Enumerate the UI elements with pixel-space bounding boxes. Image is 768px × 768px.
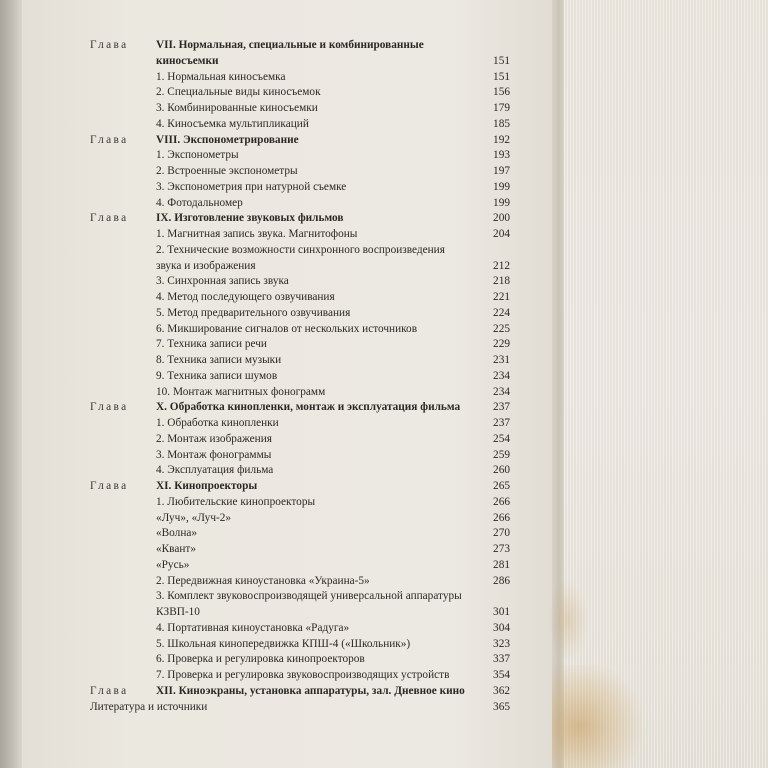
section-title: 5. Школьная кинопередвижка КПШ-4 («Школьник») bbox=[156, 637, 411, 650]
chapter-label: Глава bbox=[90, 39, 129, 51]
page-number: 337 bbox=[493, 653, 510, 666]
section-title: 4. Портативная киноустановка «Радуга» bbox=[156, 621, 350, 634]
page-number: 179 bbox=[493, 102, 510, 114]
literature-title: Литература и источники bbox=[90, 700, 208, 713]
page-number: 193 bbox=[493, 149, 510, 162]
section-row bbox=[156, 227, 510, 243]
section-title: 2. Специальные виды киносъемок bbox=[156, 86, 321, 99]
literature-row bbox=[90, 700, 510, 716]
section-title: 3. Экспонометрия при натурной съемке bbox=[156, 180, 347, 193]
section-row bbox=[156, 196, 510, 212]
section-title: 9. Техника записи шумов bbox=[156, 369, 278, 382]
section-row bbox=[156, 495, 510, 511]
chapter-title: XI. Кинопроекторы bbox=[156, 480, 258, 492]
section-title: 2. Монтаж изображения bbox=[156, 432, 272, 445]
section-title: 2. Встроенные экспонометры bbox=[156, 165, 298, 177]
section-title: 7. Техника записи речи bbox=[156, 338, 267, 351]
section-row bbox=[156, 117, 510, 133]
page-number: 365 bbox=[493, 700, 510, 713]
chapter-label: Глава bbox=[90, 133, 129, 146]
section-row bbox=[156, 432, 510, 448]
section-row bbox=[156, 85, 510, 101]
section-row bbox=[156, 621, 510, 637]
chapter-title: IX. Изготовление звуковых фильмов bbox=[156, 212, 344, 225]
book-cover bbox=[564, 0, 768, 768]
page-number: 192 bbox=[493, 133, 510, 146]
section-row bbox=[156, 306, 510, 322]
page-number: 200 bbox=[493, 212, 510, 225]
chapter-row bbox=[90, 479, 510, 495]
section-title: 1. Обработка кинопленки bbox=[156, 417, 279, 429]
section-row bbox=[156, 574, 510, 590]
page-number: 270 bbox=[493, 527, 510, 540]
page-number: 304 bbox=[493, 621, 510, 634]
section-row bbox=[156, 337, 510, 353]
section-row bbox=[156, 558, 510, 574]
section-row bbox=[156, 385, 510, 401]
page-number: 151 bbox=[493, 54, 510, 67]
page-number: 156 bbox=[493, 86, 510, 99]
section-title: 3. Синхронная запись звука bbox=[156, 275, 289, 288]
section-row bbox=[156, 101, 510, 117]
page-number: 237 bbox=[493, 417, 510, 429]
section-title: 2. Передвижная киноустановка «Украина-5» bbox=[156, 574, 370, 587]
page-number: 281 bbox=[493, 558, 510, 571]
page-number: 231 bbox=[493, 354, 510, 366]
chapter-title: VIII. Экспонометрирование bbox=[156, 133, 299, 146]
section-row bbox=[156, 652, 510, 668]
page-number: 224 bbox=[493, 306, 510, 319]
page-number: 265 bbox=[493, 480, 510, 492]
section-row bbox=[156, 353, 510, 369]
chapter-label: Глава bbox=[90, 401, 129, 414]
chapter-label: Глава bbox=[90, 684, 129, 697]
section-row bbox=[156, 589, 510, 621]
section-title: 1. Магнитная запись звука. Магнитофоны bbox=[156, 228, 358, 240]
page-number: 260 bbox=[493, 464, 510, 477]
table-of-contents bbox=[90, 38, 510, 715]
section-row bbox=[156, 369, 510, 385]
chapter-title: VII. Нормальная, специальные и комбинированные киносъемки bbox=[156, 39, 424, 67]
section-title: 10. Монтаж магнитных фонограмм bbox=[156, 385, 326, 398]
section-title: 1. Экспонометры bbox=[156, 149, 239, 162]
section-title: 7. Проверка и регулировка звуковоспроизводящих устройств bbox=[156, 669, 450, 681]
section-title: 4. Фотодальномер bbox=[156, 196, 243, 209]
stain-mark bbox=[548, 580, 588, 660]
section-row bbox=[156, 416, 510, 432]
section-row bbox=[156, 243, 510, 275]
page-number: 199 bbox=[493, 196, 510, 209]
section-row bbox=[156, 526, 510, 542]
chapter-row bbox=[90, 38, 510, 70]
section-title: «Волна» bbox=[156, 527, 198, 540]
page-number: 204 bbox=[493, 228, 510, 240]
section-title: 3. Монтаж фонограммы bbox=[156, 448, 272, 461]
chapter-row bbox=[90, 400, 510, 416]
section-row bbox=[156, 70, 510, 86]
page-number: 323 bbox=[493, 637, 510, 650]
section-title: 1. Нормальная киносъемка bbox=[156, 70, 286, 83]
section-title: 4. Эксплуатация фильма bbox=[156, 464, 274, 477]
page-number: 234 bbox=[493, 385, 510, 398]
section-title: 6. Проверка и регулировка кинопроекторов bbox=[156, 653, 365, 666]
page-number: 197 bbox=[493, 165, 510, 177]
book-left-edge bbox=[0, 0, 22, 768]
page-number: 225 bbox=[493, 322, 510, 335]
page-number: 266 bbox=[493, 511, 510, 524]
section-title: «Луч», «Луч-2» bbox=[156, 511, 232, 524]
section-row bbox=[156, 180, 510, 196]
section-row bbox=[156, 322, 510, 338]
chapter-row bbox=[90, 211, 510, 227]
section-row bbox=[156, 148, 510, 164]
section-row bbox=[156, 290, 510, 306]
section-row bbox=[156, 637, 510, 653]
page-number: 199 bbox=[493, 180, 510, 193]
section-row bbox=[156, 511, 510, 527]
section-row bbox=[156, 274, 510, 290]
page-number: 273 bbox=[493, 543, 510, 555]
section-row bbox=[156, 448, 510, 464]
page-number: 229 bbox=[493, 338, 510, 351]
page-number: 218 bbox=[493, 275, 510, 288]
page-number: 286 bbox=[493, 574, 510, 587]
chapter-title: XII. Киноэкраны, установка аппаратуры, зал. Дневное кино bbox=[156, 684, 465, 697]
section-title: 8. Техника записи музыки bbox=[156, 354, 282, 366]
chapter-title: X. Обработка кинопленки, монтаж и эксплуатация фильма bbox=[156, 401, 461, 414]
section-row bbox=[156, 668, 510, 684]
stain-mark bbox=[552, 665, 642, 768]
section-row bbox=[156, 542, 510, 558]
page-number: 266 bbox=[493, 495, 510, 508]
section-title: 3. Комплект звуковоспроизводящей универсальной аппаратуры КЗВП-10 bbox=[156, 590, 462, 618]
section-title: 2. Технические возможности синхронного воспроизведения звука и изображения bbox=[156, 243, 445, 272]
page-number: 221 bbox=[493, 291, 510, 303]
chapter-label: Глава bbox=[90, 480, 129, 492]
section-title: «Квант» bbox=[156, 543, 197, 555]
section-title: 6. Микширование сигналов от нескольких источников bbox=[156, 322, 418, 335]
chapter-label: Глава bbox=[90, 212, 129, 225]
page-number: 237 bbox=[493, 401, 510, 414]
page-number: 234 bbox=[493, 369, 510, 382]
section-title: 5. Метод предварительного озвучивания bbox=[156, 306, 351, 319]
page-number: 254 bbox=[493, 432, 510, 445]
page-number: 151 bbox=[493, 70, 510, 83]
section-title: 4. Киносъемка мультипликаций bbox=[156, 117, 309, 130]
page-number: 362 bbox=[493, 684, 510, 697]
page-number: 259 bbox=[493, 448, 510, 461]
section-row bbox=[156, 164, 510, 180]
page-number: 185 bbox=[493, 117, 510, 130]
chapter-row bbox=[90, 684, 510, 700]
section-title: 3. Комбинированные киносъемки bbox=[156, 102, 318, 114]
section-title: 1. Любительские кинопроекторы bbox=[156, 495, 316, 508]
page-number: 301 bbox=[493, 606, 510, 618]
page-number: 354 bbox=[493, 669, 510, 681]
section-title: 4. Метод последующего озвучивания bbox=[156, 291, 335, 303]
section-row bbox=[156, 463, 510, 479]
chapter-row bbox=[90, 133, 510, 149]
page-number: 212 bbox=[493, 259, 510, 272]
section-title: «Русь» bbox=[156, 558, 190, 571]
